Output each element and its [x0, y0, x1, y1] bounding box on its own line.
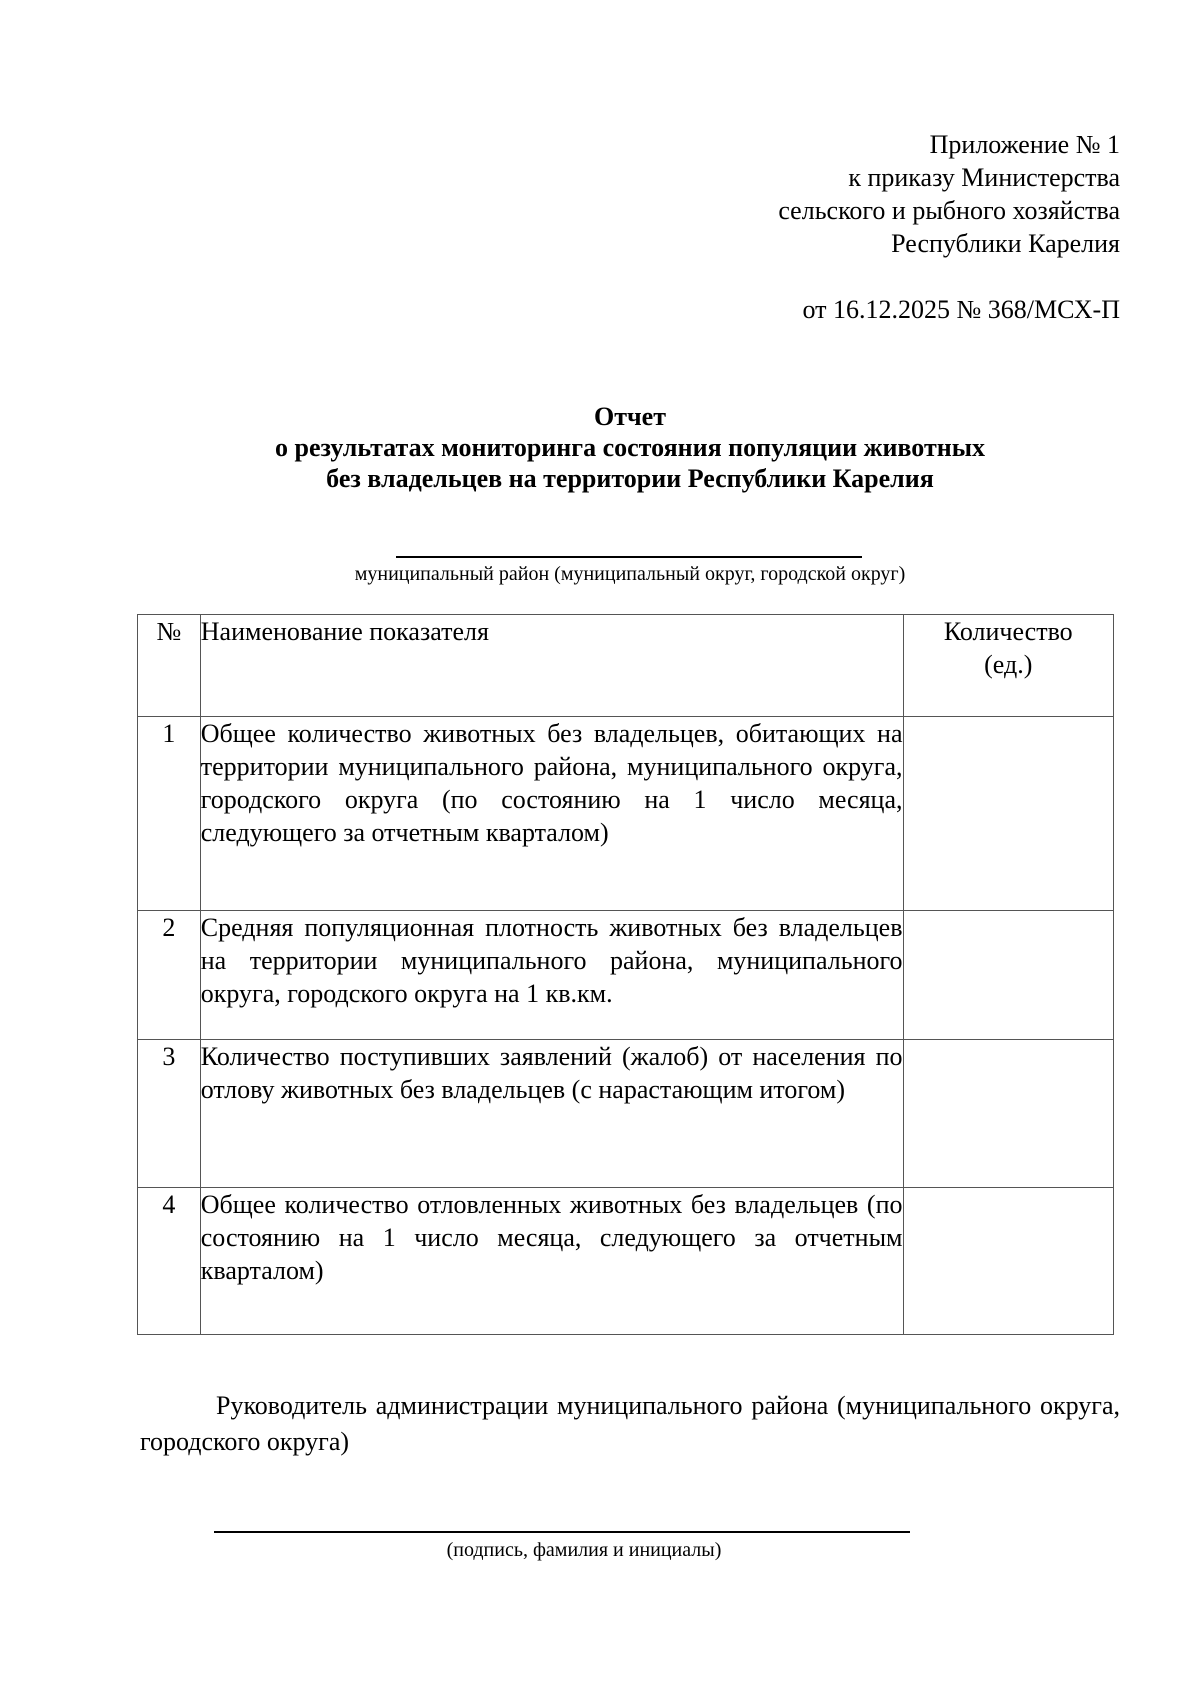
header-num: № — [138, 615, 201, 717]
row-num: 1 — [138, 717, 201, 911]
header-qty-unit: (ед.) — [984, 650, 1033, 679]
region-caption: муниципальный район (муниципальный округ, городской округ) — [354, 563, 906, 585]
header-name: Наименование показателя — [200, 615, 903, 717]
appendix-line: Республики Карелия — [891, 229, 1120, 258]
indicators-table — [137, 614, 1114, 1335]
row-qty-cell[interactable] — [903, 717, 1114, 911]
row-num: 4 — [138, 1188, 201, 1335]
row-name: Общее количество отловленных животных без владельцев (по состоянию на 1 число месяца, следующего за отчетным кварталом) — [200, 1188, 903, 1335]
row-qty-cell[interactable] — [903, 1040, 1114, 1188]
table-row — [138, 717, 1114, 911]
table-row — [138, 1188, 1114, 1335]
appendix-line: к приказу Министерства — [848, 163, 1120, 192]
appendix-header — [778, 128, 1120, 260]
row-num: 3 — [138, 1040, 201, 1188]
table-row — [138, 1040, 1114, 1188]
header-qty-line: Количество — [943, 617, 1073, 646]
signature-blank-line — [214, 1531, 910, 1533]
row-qty-cell[interactable] — [903, 1188, 1114, 1335]
signatory-text: Руководитель администрации муниципального района (муниципального округа, городского округа) — [140, 1391, 1120, 1456]
title-line: без владельцев на территории Республики Карелия — [326, 464, 934, 493]
appendix-line: сельского и рыбного хозяйства — [778, 196, 1120, 225]
table-row — [138, 911, 1114, 1040]
document-title — [140, 401, 1120, 494]
table-header-row — [138, 615, 1114, 717]
title-line: о результатах мониторинга состояния популяции животных — [274, 433, 985, 462]
row-qty-cell[interactable] — [903, 911, 1114, 1040]
region-blank-line — [396, 556, 862, 558]
row-num: 2 — [138, 911, 201, 1040]
row-name: Средняя популяционная плотность животных без владельцев на территории муниципального района, муниципального округа, городского округа на 1 кв.км. — [200, 911, 903, 1040]
appendix-line: Приложение № 1 — [929, 130, 1120, 159]
row-name: Количество поступивших заявлений (жалоб) от населения по отлову животных без владельцев (с нарастающим итогом) — [200, 1040, 903, 1188]
title-line: Отчет — [594, 402, 666, 431]
row-name: Общее количество животных без владельцев, обитающих на территории муниципального района, муниципального округа, городского округа (по состоянию на 1 число месяца, следующего за отчетным кварталом) — [200, 717, 903, 911]
header-qty — [903, 615, 1114, 717]
signature-caption: (подпись, фамилия и инициалы) — [446, 1539, 722, 1561]
order-reference: от 16.12.2025 № 368/МСХ-П — [802, 295, 1120, 324]
